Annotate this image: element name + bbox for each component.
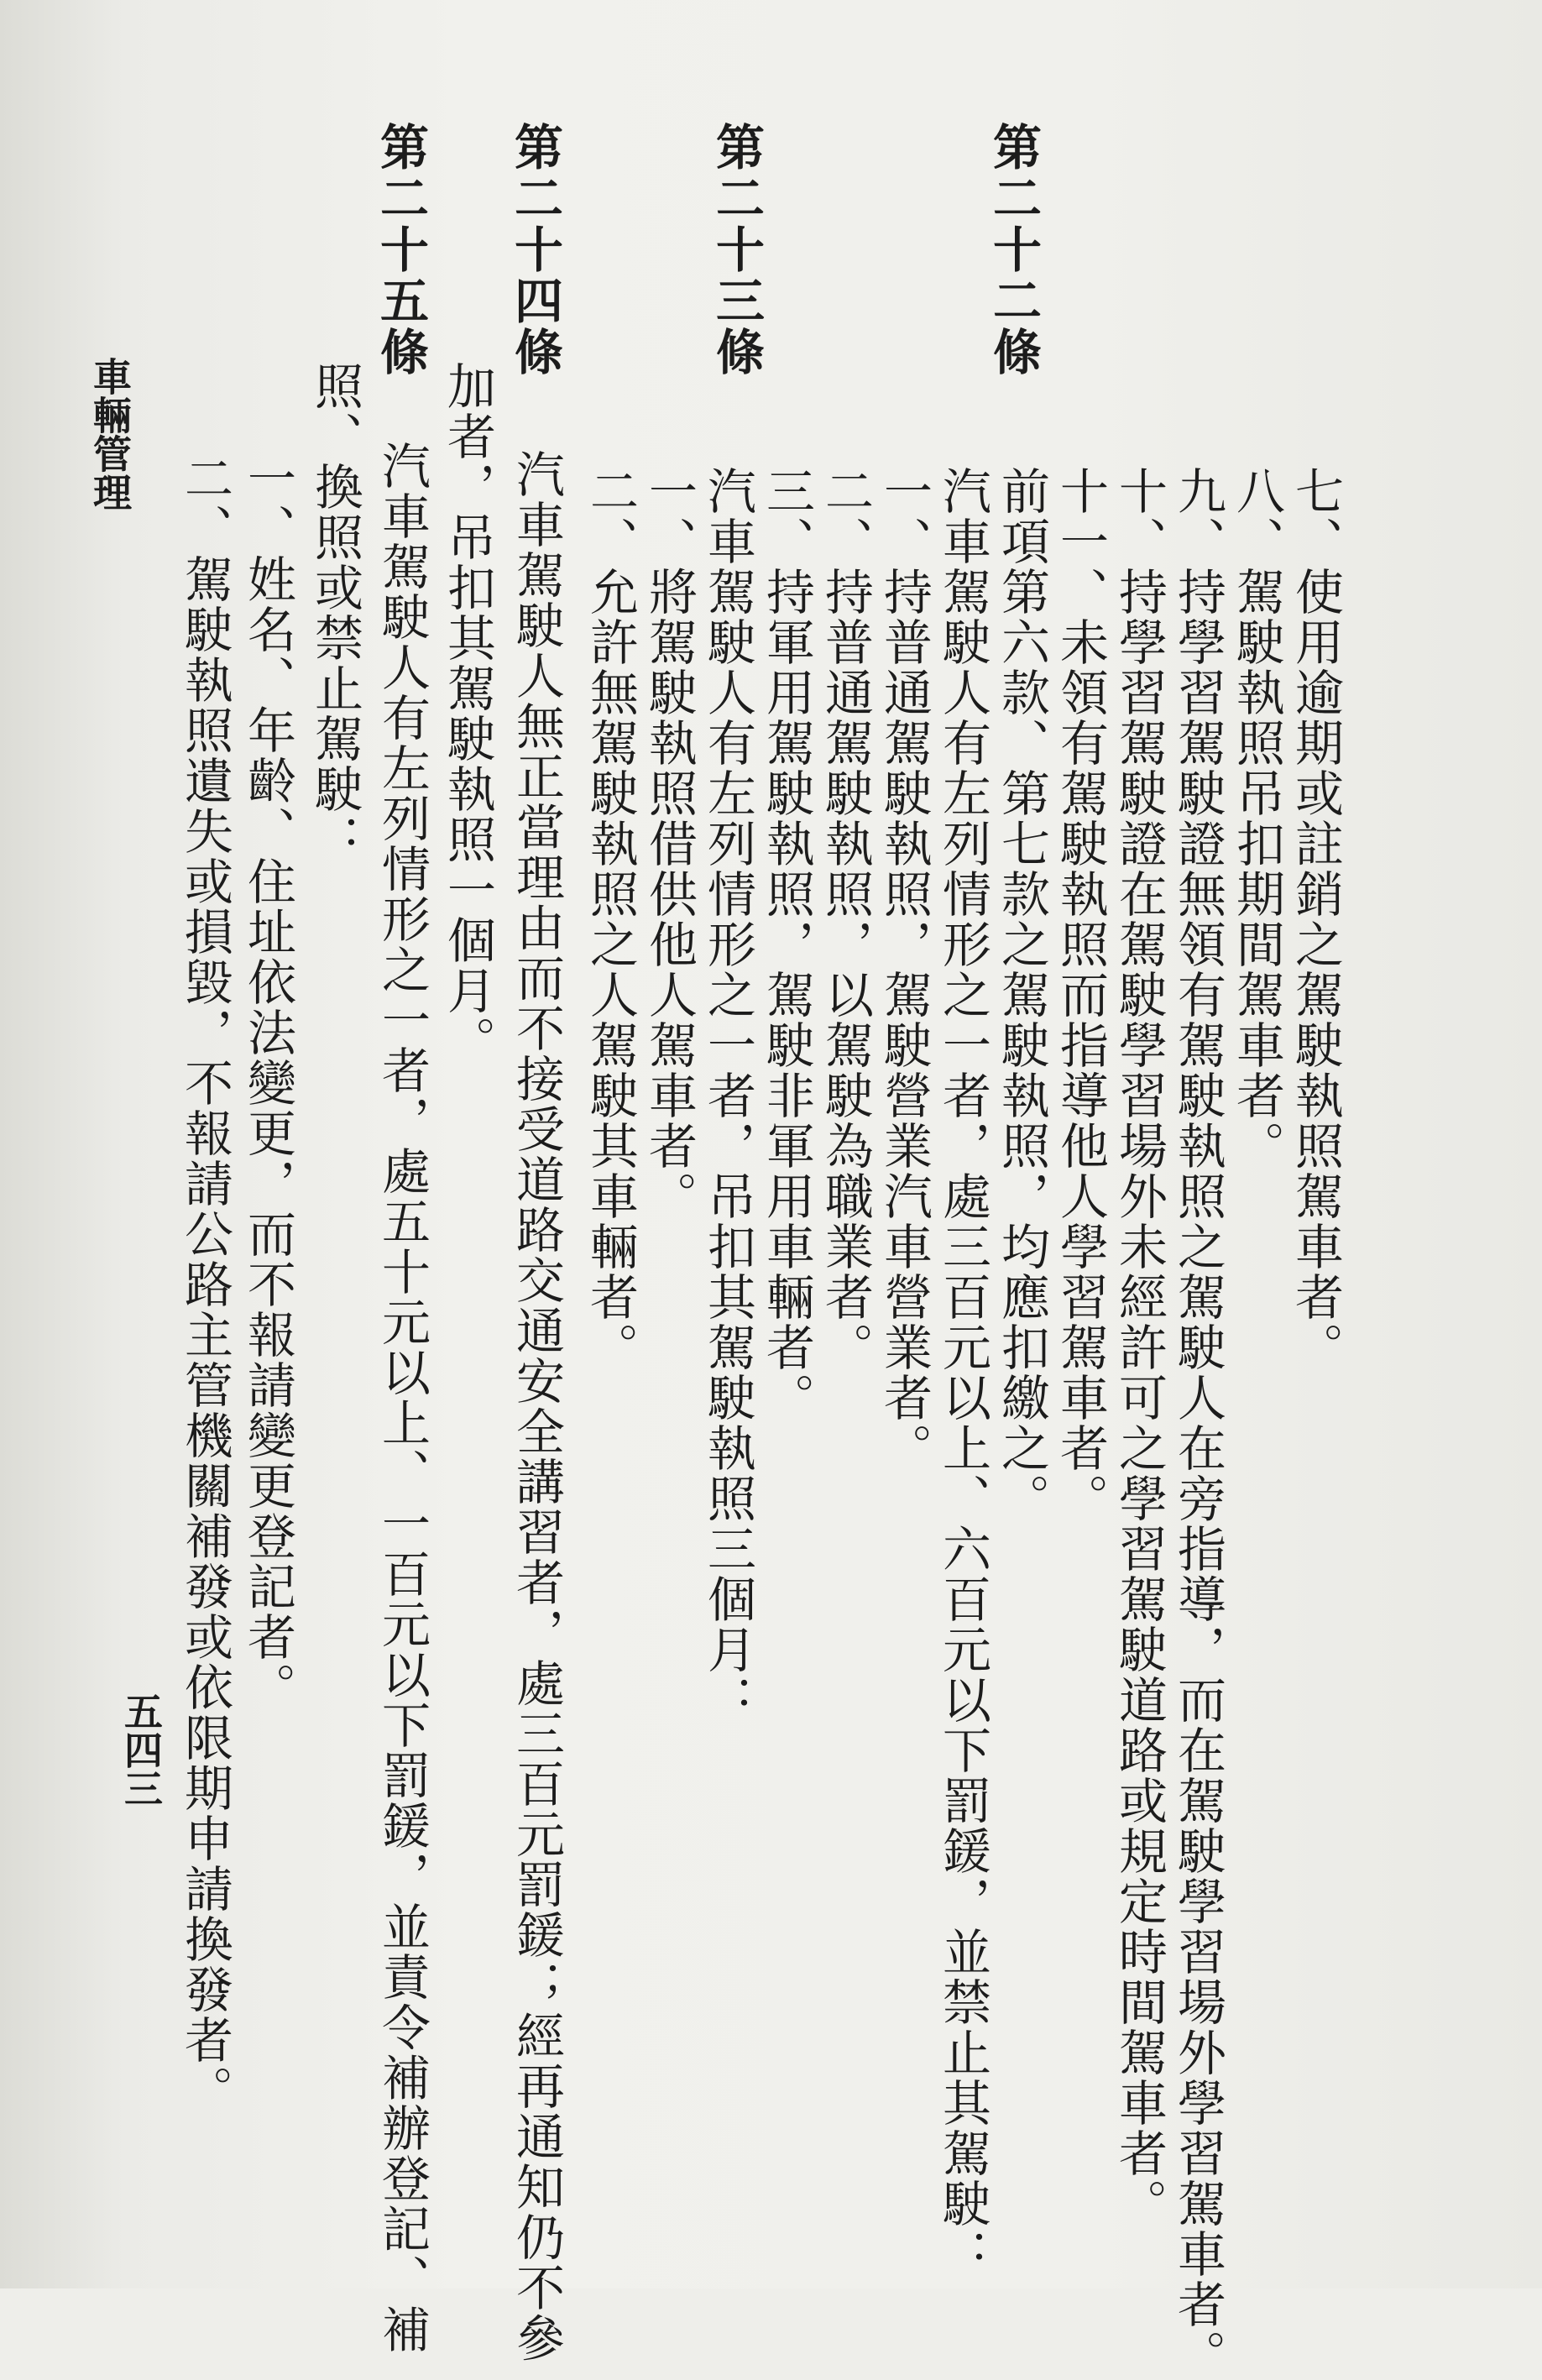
continued-line-11: 十一、未領有駕駛執照而指導他人學習駕車者。: [1052, 466, 1109, 1524]
article-24-heading: 第二十四條: [506, 122, 563, 378]
article-22-line-1: 一、持普通駕駛執照，駕駛營業汽車營業者。: [876, 466, 933, 1473]
page-number: 五四三: [118, 1692, 164, 1807]
article-22-line-3: 三、持軍用駕駛執照，駕駛非軍用車輛者。: [758, 466, 815, 1423]
article-25-line-3: 一、姓名、年齡、住址依法變更，而不報請變更登記者。: [239, 453, 296, 1713]
article-25-line-1: 汽車駕駛人有左列情形之一者，處五十元以上、一百元以下罰鍰，並責令補辦登記、補: [374, 441, 431, 2355]
running-title: 車輛管理: [87, 357, 133, 511]
article-24-line-1: 汽車駕駛人無正當理由而不接受道路交通安全講習者，處三百元罰鍰；經再通知仍不參: [508, 449, 565, 2363]
article-23-line-intro: 汽車駕駛人有左列情形之一者，吊扣其駕駛執照三個月：: [699, 466, 756, 1725]
article-23-line-2: 二、允許無駕駛執照之人駕駛其車輛者。: [582, 466, 639, 1373]
continued-line-10: 十、持學習駕駛證在駕駛學習場外未經許可之學習駕駛道路或規定時間駕車者。: [1111, 466, 1168, 2229]
article-23-line-1: 一、將駕駛執照借供他人駕車者。: [640, 466, 698, 1221]
article-22-line-intro: 汽車駕駛人有左列情形之一者，處三百元以上、六百元以下罰鍰，並禁止其駕駛：: [934, 466, 991, 2279]
article-23-heading: 第二十三條: [708, 122, 765, 378]
article-22-heading: 第二十二條: [985, 122, 1042, 378]
article-25-line-2: 照、換照或禁止駕駛：: [306, 361, 363, 865]
continued-line-8: 八、駕駛執照吊扣期間駕車者。: [1228, 466, 1285, 1171]
article-25-heading: 第二十五條: [372, 122, 429, 378]
article-22-line-2: 二、持普通駕駛執照，以駕駛為職業者。: [817, 466, 874, 1373]
continued-line-9: 九、持學習駕駛證無領有駕駛執照之駕駛人在旁指導，而在駕駛學習場外學習駕車者。: [1169, 466, 1226, 2380]
article-25-line-4: 二、駕駛執照遺失或損毀，不報請公路主管機關補發或依限期申請換發者。: [176, 453, 233, 2116]
continued-line-7: 七、使用逾期或註銷之駕駛執照駕車者。: [1287, 466, 1344, 1373]
continued-closing-line: 前項第六款、第七款之駕駛執照，均應扣繳之。: [993, 466, 1050, 1524]
article-24-line-2: 加者，吊扣其駕駛執照一個月。: [439, 361, 496, 1066]
